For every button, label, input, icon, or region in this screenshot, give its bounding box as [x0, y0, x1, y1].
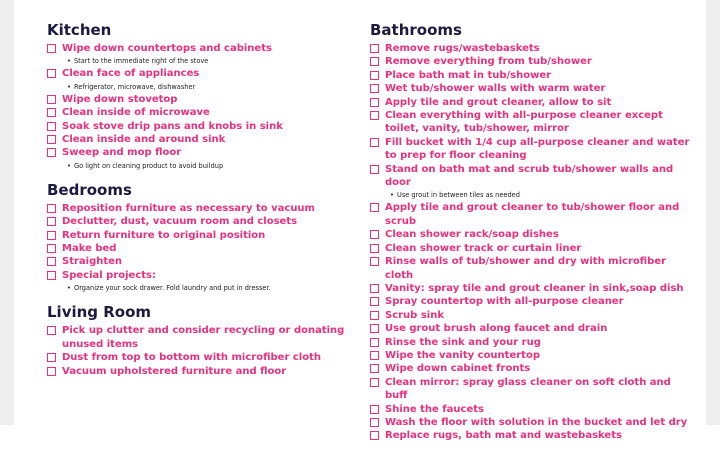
checkbox-icon[interactable]: [370, 71, 379, 80]
checkbox-icon[interactable]: [47, 367, 56, 376]
checklist-item-label: Rinse walls of tub/shower and dry with microfiber cloth: [385, 256, 667, 281]
checkbox-icon[interactable]: [47, 108, 56, 117]
checklist-item[interactable]: [47, 324, 347, 351]
kitchen-section: [47, 20, 347, 172]
checklist-item-label: Dust from top to bottom with microfiber cloth: [62, 352, 321, 364]
checkbox-icon[interactable]: [370, 324, 379, 333]
checklist-item-label: Clean face of appliances: [62, 68, 200, 80]
left-margin-strip: [0, 0, 14, 425]
checklist-item-note: [47, 282, 347, 294]
checklist-item-label: Wash the floor with solution in the bucket and let dry: [385, 416, 688, 428]
checklist-item[interactable]: [47, 229, 347, 242]
checklist-item-note: [370, 189, 690, 201]
checklist-item-note: [47, 81, 347, 93]
checklist-item[interactable]: [47, 120, 347, 133]
checkbox-icon[interactable]: [47, 44, 56, 53]
checklist-item-label: Sweep and mop floor: [62, 147, 182, 159]
checklist-item-label: Shine the faucets: [385, 403, 484, 415]
checklist-item[interactable]: [370, 322, 690, 335]
checklist-item[interactable]: [370, 403, 690, 416]
checklist-item[interactable]: [370, 228, 690, 241]
note-text: Start to the immediate right of the stove: [74, 57, 209, 66]
bedrooms-section: [47, 180, 347, 294]
checkbox-icon[interactable]: [370, 311, 379, 320]
checklist-item-label: Spray countertop with all-purpose cleaner: [385, 296, 624, 308]
checklist-item[interactable]: [370, 201, 690, 228]
checklist-item-label: Apply tile and grout cleaner, allow to sit: [385, 96, 612, 108]
checklist-item-label: Make bed: [62, 243, 117, 255]
checklist-item[interactable]: [370, 69, 690, 82]
checkbox-icon[interactable]: [47, 271, 56, 280]
checkbox-icon[interactable]: [370, 230, 379, 239]
right-margin-strip: [706, 0, 720, 425]
checklist-item[interactable]: [370, 255, 690, 282]
checkbox-icon[interactable]: [370, 57, 379, 66]
bedrooms-heading: Bedrooms: [47, 180, 132, 199]
kitchen-checklist: [47, 42, 347, 172]
checklist-item-note: [47, 160, 347, 172]
checklist-item[interactable]: [370, 416, 690, 429]
checklist-item[interactable]: [47, 67, 347, 80]
checkbox-icon[interactable]: [370, 203, 379, 212]
checklist-item-label: Vanity: spray tile and grout cleaner in sink,soap dish: [385, 282, 684, 294]
checklist-item-label: Reposition furniture as necessary to vacuum: [62, 202, 315, 214]
checklist-item[interactable]: [370, 136, 690, 163]
checkbox-icon[interactable]: [47, 204, 56, 213]
checkbox-icon[interactable]: [47, 231, 56, 240]
checklist-item-label: Declutter, dust, vacuum room and closets: [62, 216, 298, 228]
checkbox-icon[interactable]: [370, 338, 379, 347]
checklist-item[interactable]: [47, 42, 347, 55]
checkbox-icon[interactable]: [370, 351, 379, 360]
checklist-item-label: Wet tub/shower walls with warm water: [385, 83, 606, 95]
checkbox-icon[interactable]: [370, 111, 379, 120]
checklist-item[interactable]: [370, 309, 690, 322]
checklist-item-label: Scrub sink: [385, 309, 444, 321]
checklist-item-label: Place bath mat in tub/shower: [385, 69, 552, 81]
checkbox-icon[interactable]: [47, 326, 56, 335]
checklist-item-label: Pick up clutter and consider recycling or donating unused items: [62, 325, 345, 350]
checkbox-icon[interactable]: [47, 244, 56, 253]
checklist-item-label: Return furniture to original position: [62, 229, 266, 241]
checklist-item-label: Soak stove drip pans and knobs in sink: [62, 120, 283, 132]
living-room-checklist: [47, 324, 347, 378]
checkbox-icon[interactable]: [47, 122, 56, 131]
checklist-item-label: Stand on bath mat and scrub tub/shower walls and door: [385, 163, 674, 189]
checklist-item-label: Wipe down cabinet fronts: [385, 363, 531, 375]
left-column: [47, 0, 347, 386]
checklist-item-label: Clean mirror: spray glass cleaner on soft cloth and buff: [385, 376, 671, 402]
checklist-item-label: Clean shower rack/soap dishes: [385, 229, 559, 241]
checkbox-icon[interactable]: [370, 84, 379, 93]
checklist-item-label: Clean everything with all-purpose cleaner except toilet, vanity, tub/shower, mirror: [385, 110, 663, 135]
checkbox-icon[interactable]: [370, 431, 379, 440]
living-room-heading: Living Room: [47, 303, 152, 322]
note-text: Refrigerator, microwave, dishwasher: [74, 82, 196, 91]
bullet-icon: •: [67, 82, 71, 91]
checkbox-icon[interactable]: [370, 98, 379, 107]
checkbox-icon[interactable]: [47, 148, 56, 157]
checklist-item[interactable]: [47, 202, 347, 215]
checkbox-icon[interactable]: [370, 244, 379, 253]
checklist-item-label: Rinse the sink and your rug: [385, 336, 541, 348]
checkbox-icon[interactable]: [370, 165, 379, 174]
checkbox-icon[interactable]: [370, 378, 379, 387]
checklist-item-label: Replace rugs, bath mat and wastebaskets: [385, 430, 622, 442]
bathrooms-checklist: [370, 42, 690, 443]
checklist-item-label: Clean shower track or curtain liner: [385, 242, 582, 254]
checklist-item-label: Straighten: [62, 256, 123, 268]
checklist-item-label: Wipe the vanity countertop: [385, 349, 540, 361]
checklist-item[interactable]: [47, 146, 347, 159]
checklist-item[interactable]: [370, 109, 690, 136]
checklist-item[interactable]: [370, 42, 690, 55]
checklist-item-label: Wipe down stovetop: [62, 93, 178, 105]
checklist-item[interactable]: [47, 215, 347, 228]
kitchen-heading: Kitchen: [47, 21, 112, 39]
checkbox-icon[interactable]: [370, 297, 379, 306]
checklist-item[interactable]: [370, 349, 690, 362]
bullet-icon: •: [67, 161, 71, 170]
checklist-item-label: Use grout brush along faucet and drain: [385, 323, 608, 335]
checkbox-icon[interactable]: [47, 135, 56, 144]
checkbox-icon[interactable]: [370, 138, 379, 147]
checklist-item[interactable]: [370, 295, 690, 308]
checkbox-icon[interactable]: [47, 217, 56, 226]
bullet-icon: •: [67, 57, 71, 66]
checklist-item-label: Remove everything from tub/shower: [385, 56, 592, 68]
checkbox-icon[interactable]: [370, 284, 379, 293]
checklist-item[interactable]: [370, 163, 690, 190]
right-column: [370, 0, 690, 451]
checklist-item[interactable]: [370, 242, 690, 255]
checklist-item[interactable]: [370, 282, 690, 295]
checklist-item[interactable]: [47, 242, 347, 255]
checkbox-icon[interactable]: [370, 364, 379, 373]
bedrooms-checklist: [47, 202, 347, 294]
checkbox-icon[interactable]: [47, 257, 56, 266]
checklist-item-label: Clean inside of microwave: [62, 107, 210, 119]
checklist-item-label: Fill bucket with 1/4 cup all-purpose cleaner and water to prep for floor cleaning: [385, 136, 690, 162]
checklist-item-label: Apply tile and grout cleaner to tub/shower floor and scrub: [385, 202, 680, 227]
checklist-item-note: [47, 55, 347, 67]
checkbox-icon[interactable]: [370, 44, 379, 53]
checklist-item-label: Remove rugs/wastebaskets: [385, 43, 540, 54]
checklist-item-label: Clean inside and around sink: [62, 134, 226, 146]
checklist-item[interactable]: [370, 82, 690, 95]
note-text: Go light on cleaning product to avoid buildup: [74, 161, 224, 170]
checkbox-icon[interactable]: [370, 418, 379, 427]
checklist-item[interactable]: [47, 351, 347, 364]
checklist-item[interactable]: [47, 269, 347, 282]
checklist-item[interactable]: [370, 336, 690, 349]
bullet-icon: •: [67, 284, 71, 293]
checklist-item[interactable]: [370, 96, 690, 109]
checklist-item[interactable]: [370, 429, 690, 442]
checklist-item[interactable]: [47, 93, 347, 106]
checkbox-icon[interactable]: [370, 405, 379, 414]
checklist-item[interactable]: [47, 255, 347, 268]
checklist-item[interactable]: [47, 133, 347, 146]
checkbox-icon[interactable]: [370, 257, 379, 266]
bullet-icon: •: [390, 191, 394, 200]
checklist-item-label: Special projects:: [62, 269, 156, 281]
living-room-section: [47, 302, 347, 378]
checklist-item[interactable]: [47, 365, 347, 378]
checklist-item-label: Wipe down countertops and cabinets: [62, 43, 272, 54]
checkbox-icon[interactable]: [47, 69, 56, 78]
bathrooms-heading: Bathrooms: [370, 21, 462, 39]
note-text: Organize your sock drawer. Fold laundry and put in dresser.: [74, 284, 271, 293]
checklist-item[interactable]: [47, 106, 347, 119]
checkbox-icon[interactable]: [47, 353, 56, 362]
checklist-item-label: Vacuum upholstered furniture and floor: [62, 365, 287, 377]
checklist-item[interactable]: [370, 376, 690, 403]
note-text: Use grout in between tiles as needed: [397, 191, 520, 200]
checklist-item[interactable]: [370, 362, 690, 375]
checkbox-icon[interactable]: [47, 95, 56, 104]
checklist-item[interactable]: [370, 55, 690, 68]
bathrooms-section: [370, 20, 690, 443]
